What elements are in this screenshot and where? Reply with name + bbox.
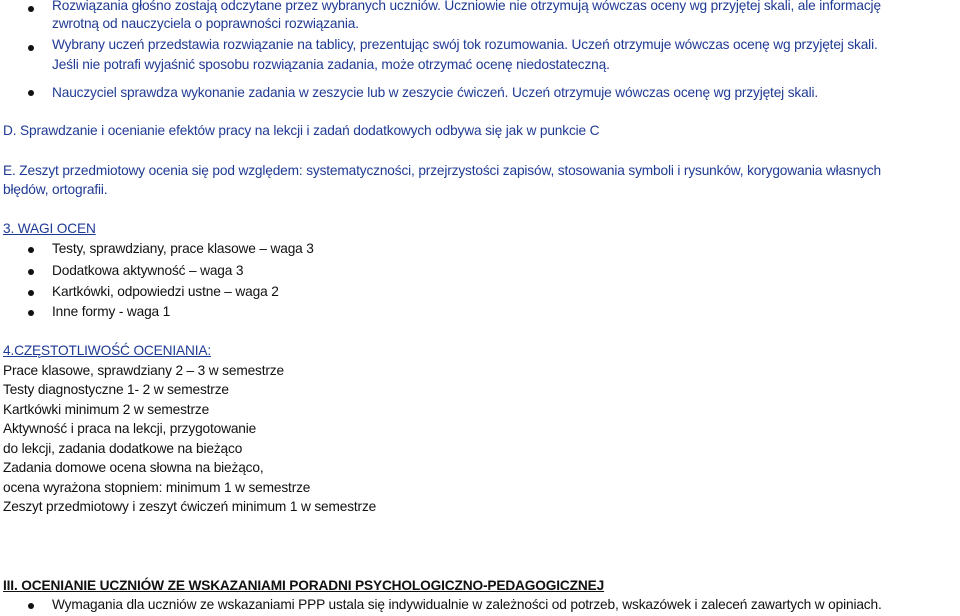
list-item: Testy, sprawdziany, prace klasowe – waga 3 (52, 241, 314, 256)
bullet-dot (28, 269, 34, 275)
bullet-dot (28, 247, 34, 253)
paragraph-d: D. Sprawdzanie i ocenianie efektów pracy na lekcji i zadań dodatkowych odbywa się jak w punkcie C (3, 123, 600, 138)
body-text-line: Nauczyciel sprawdza wykonanie zadania w zeszycie lub w zeszycie ćwiczeń. Uczeń otrzymuje wówczas ocenę wg przyjętej skali. (52, 85, 819, 100)
text-line: Zadania domowe ocena słowna na bieżąco, (3, 460, 264, 475)
text-line: Testy diagnostyczne 1- 2 w semestrze (3, 382, 229, 397)
bullet-dot (28, 45, 34, 51)
text-line: Kartkówki minimum 2 w semestrze (3, 402, 210, 417)
bullet-dot (28, 310, 34, 316)
section-heading-czestotliwosc: 4.CZĘSTOTLIWOŚĆ OCENIANIA: (3, 343, 212, 358)
body-text-line: Wybrany uczeń przedstawia rozwiązanie na tablicy, prezentując swój tok rozumowania. Uczeń otrzymuje wówczas ocenę wg przyjętej skali. (52, 37, 878, 52)
list-item: Kartkówki, odpowiedzi ustne – waga 2 (52, 284, 279, 299)
list-item: Wymagania dla uczniów ze wskazaniami PPP ustala się indywidualnie w zależności od potrzeb, wskazówek i zaleceń zawartych w opiniach. (52, 597, 882, 612)
body-text-line: Jeśli nie potrafi wyjaśnić sposobu rozwiązania zadania, może otrzymać ocenę niedostateczną. (52, 57, 610, 72)
body-text-line: zwrotną od nauczyciela o poprawności rozwiązania. (52, 16, 359, 31)
bullet-dot (28, 603, 34, 609)
text-line: ocena wyrażona stopniem: minimum 1 w semestrze (3, 480, 311, 495)
section-heading-wagi-ocen: 3. WAGI OCEN (3, 221, 96, 236)
paragraph-e: E. Zeszyt przedmiotowy ocenia się pod względem: systematyczności, przejrzystości zapisów, stosowania symboli i rysunków, korygowania własnych (3, 163, 882, 178)
paragraph-e: błędów, ortografii. (3, 182, 108, 197)
bullet-dot (28, 90, 34, 96)
body-text-line: Rozwiązania głośno zostają odczytane przez wybranych uczniów. Uczniowie nie otrzymują wówczas oceny wg przyjętej skali, ale informację (52, 0, 881, 13)
text-line: Zeszyt przedmiotowy i zeszyt ćwiczeń minimum 1 w semestrze (3, 499, 377, 514)
bullet-dot (28, 6, 34, 12)
bullet-dot (28, 290, 34, 296)
text-line: Prace klasowe, sprawdziany 2 – 3 w semestrze (3, 363, 284, 378)
section-heading-ppp: III. OCENIANIE UCZNIÓW ZE WSKAZANIAMI PORADNI PSYCHOLOGICZNO-PEDAGOGICZNEJ (3, 578, 605, 593)
list-item: Inne formy - waga 1 (52, 304, 171, 319)
text-line: Aktywność i praca na lekcji, przygotowanie (3, 421, 257, 436)
list-item: Dodatkowa aktywność – waga 3 (52, 263, 244, 278)
text-line: do lekcji, zadania dodatkowe na bieżąco (3, 441, 243, 456)
